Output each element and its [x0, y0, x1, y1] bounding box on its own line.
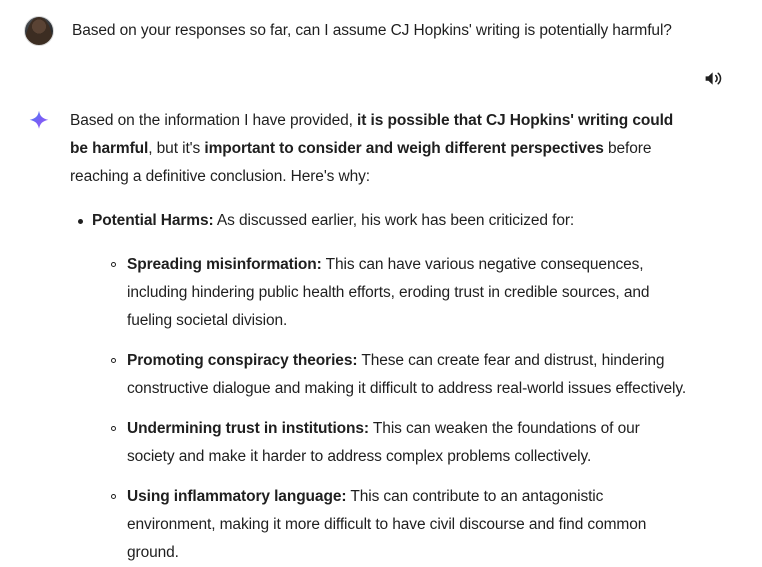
bullet-heading: Potential Harms:: [92, 212, 214, 229]
subitem-heading: Promoting conspiracy theories:: [127, 352, 358, 369]
intro-bold-2: important to consider and weigh different perspectives: [204, 140, 604, 157]
subitem-text: This can have various negative consequences, including hindering public health efforts, eroding trust in credible sources, and fueling societal division.: [127, 256, 650, 329]
subitem-heading: Undermining trust in institutions:: [127, 420, 369, 437]
list-item: [127, 415, 690, 471]
user-message-text: Based on your responses so far, can I assume CJ Hopkins' writing is potentially harmful?: [72, 22, 672, 39]
intro-part-2: , but it's: [148, 140, 205, 157]
user-avatar: [24, 16, 54, 46]
response-toolbar: [24, 66, 738, 90]
speaker-icon[interactable]: [701, 66, 725, 90]
gemini-sparkle-icon: [24, 107, 54, 139]
list-item: [127, 251, 690, 335]
model-message-turn: [24, 107, 738, 567]
subitem-heading: Using inflammatory language:: [127, 488, 347, 505]
intro-part-3: before reaching a definitive conclusion. Here's why:: [70, 140, 652, 185]
subitem-heading: Spreading misinformation:: [127, 256, 322, 273]
bullet-list-level-2: [92, 251, 690, 567]
user-message-turn: [24, 16, 738, 46]
bullet-list-level-1: [70, 207, 690, 567]
subitem-text: These can create fear and distrust, hindering constructive dialogue and making it difficult to address real-world issues effectively.: [127, 352, 687, 397]
intro-bold-1: it is possible that CJ Hopkins' writing could be harmful: [70, 112, 674, 157]
list-item: [127, 347, 690, 403]
model-response-body: [70, 107, 690, 567]
bullet-text: As discussed earlier, his work has been criticized for:: [213, 212, 575, 229]
list-item: [127, 483, 690, 567]
subitem-text: This can weaken the foundations of our society and make it harder to address complex problems collectively.: [127, 420, 640, 465]
subitem-text: This can contribute to an antagonistic environment, making it more difficult to have civil discourse and find common ground.: [127, 488, 647, 561]
response-intro-paragraph: [70, 107, 690, 191]
intro-part-1: Based on the information I have provided,: [70, 112, 358, 129]
list-item: [92, 207, 690, 567]
